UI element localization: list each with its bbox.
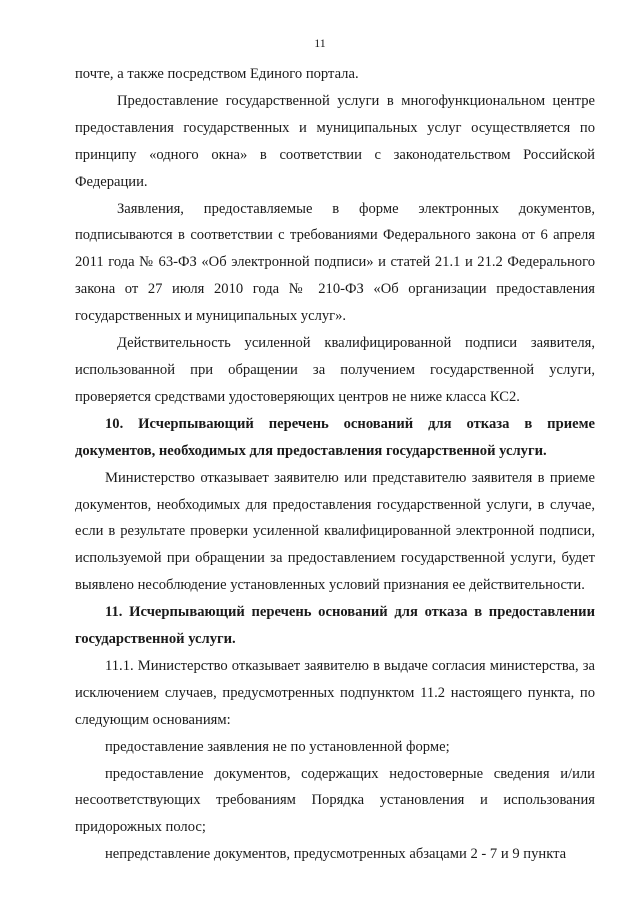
section-heading-10: 10. Исчерпывающий перечень оснований для отказа в приеме документов, необходимых для предоставления государственной услуги. [75,415,595,459]
page-number: 11 [314,36,326,50]
section-heading-11: 11. Исчерпывающий перечень оснований для отказа в предоставлении государственной услуги. [75,604,595,648]
list-item-form: предоставление заявления не по установленной форме; [105,738,450,755]
paragraph-mfc: Предоставление государственной услуги в многофункциональном центре предоставления государственных и муниципальных услуг осуществляется по принципу «одного окна» в соответствии с законодательством Российской Федерации. [75,92,595,190]
paragraph-continuation: почте, а также посредством Единого портала. [75,66,359,82]
list-item-false-info: предоставление документов, содержащих недостоверные сведения и/или несоответствующих требованиям Порядка установления и использования придорожных полос; [75,765,595,836]
list-item-missing-documents: непредставление документов, предусмотренных абзацами 2 - 7 и 9 пункта [105,846,567,863]
paragraph-11-1: 11.1. Министерство отказывает заявителю в выдаче согласия министерства, за исключением случаев, предусмотренных подпунктом 11.2 настоящего пункта, по следующим основаниям: [75,657,595,728]
paragraph-electronic-applications: Заявления, предоставляемые в форме электронных документов, подписываются в соответствии с требованиями Федерального закона от 6 апреля 2011 года № 63-ФЗ «Об электронной подписи» и статей 21.1 и 21.2 Федерального закона от 27 июля 2010 года № 210-ФЗ «Об организации предоставления государственных и муниципальных услуг». [75,200,595,325]
paragraph-refusal-documents: Министерство отказывает заявителю или представителю заявителя в приеме документов, необходимых для предоставления государственной услуги, в случае, если в результате проверки усиленной квалифицированной электронной подписи, используемой при обращении за предоставлением государственной услуги, будет выявлено несоблюдение установленных условий признания ее действительности. [75,469,595,594]
document-body [75,61,595,868]
paragraph-signature-validity: Действительность усиленной квалифицированной подписи заявителя, использованной при обращении за получением государственной услуги, проверяется средствами удостоверяющих центров не ниже класса КС2. [75,335,595,405]
